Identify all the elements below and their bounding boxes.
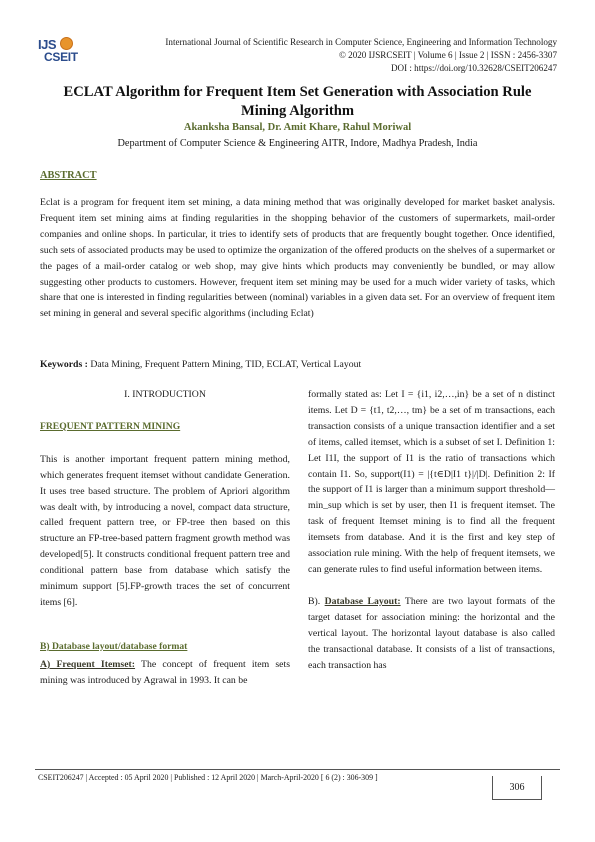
paper-title-line2: Mining Algorithm (240, 103, 355, 119)
keywords-text: Data Mining, Frequent Pattern Mining, TID, ECLAT, Vertical Layout (87, 359, 362, 370)
journal-header (87, 36, 557, 75)
paper-title (30, 83, 565, 121)
doi-line: DOI : https://doi.org/10.32628/CSEIT206247 (390, 63, 557, 73)
page-number: 306 (509, 782, 525, 793)
database-layout-text: There are two layout formats of the target dataset for association mining: the horizontal and the vertical layout. The horizontal layout database is also called the transactional database. It consists of a list of transactions, each transaction has (308, 595, 555, 671)
footer-divider (35, 769, 560, 770)
paragraph-database-layout (308, 594, 555, 674)
database-layout-label: Database Layout: (324, 595, 401, 607)
left-column (40, 387, 290, 689)
page-number-box (492, 776, 542, 800)
paper-title-line1: ECLAT Algorithm for Frequent Item Set Generation with Association Rule (63, 84, 532, 100)
frequent-itemset-text: The concept of frequent item sets mining was introduced by Agrawal in 1993. It can be (40, 658, 291, 686)
logo-text-bottom: CSEIT (44, 50, 78, 64)
right-column (308, 387, 555, 673)
journal-logo (38, 37, 88, 65)
paragraph-frequent-itemset (40, 657, 290, 689)
logo-text-top: IJS (38, 37, 57, 52)
abstract-body: Eclat is a program for frequent item set mining, a data mining method that was originally developed for market basket analysis. Frequent item set mining aims at finding regularities in the shopping behavior of the customers of supermarkets, mail-order companies and online shops. In particular, it tries to identify sets of products that are frequently bought together. Once identified, such sets of associated products may be used to optimize the organization of the offered products on the shelves of a supermarket or the pages of a mail-order catalog or web shop, may give hints which products may conveniently be bundled, or may allow suggesting other products to customers. However, frequent item set mining may be used for a much wider variety of tasks, which share that one is interested in finding regularities between (nominal) variables in a given data set. For an overview of frequent item set mining in general and several specific algorithms (including Eclat) (40, 197, 555, 320)
paragraph-formal-definition: formally stated as: Let I = {i1, i2,…,in} be a set of n distinct items. Let D = {t1, t2,…, tm} be a set of m transactions, each transaction consists of a unique transaction identifier and a set of items, called itemset, which is a subset of set I. Definition 1: Let I1I, the support of I1 is the ratio of transactions which contain I1. So, support(I1) = |{t∈D|I1 t}|/|D|. Definition 2: If the support of I1 is larger than a minimum support threshold—min_sup which is set by user, then I1 is frequent itemset. The task of frequent Itemset mining is to find all the frequent itemsets from database. And it is the first and key step of association rule mining. With the help of frequent itemsets, we can generate rules to find useful information between items. (308, 389, 555, 575)
journal-name: International Journal of Scientific Research in Computer Science, Engineering and Information Technology (165, 37, 557, 47)
database-layout-prefix: B). (308, 595, 325, 607)
logo-swirl-icon (60, 37, 73, 50)
author-affiliation: Department of Computer Science & Engineering AITR, Indore, Madhya Pradesh, India (117, 138, 478, 149)
frequent-itemset-label: A) Frequent Itemset: (40, 658, 136, 670)
paper-authors: Akanksha Bansal, Dr. Amit Khare, Rahul Moriwal (183, 122, 412, 133)
keywords-label: Keywords : (40, 359, 88, 370)
keywords-line (40, 359, 361, 370)
abstract-heading: ABSTRACT (40, 170, 97, 181)
section-heading-introduction: I. INTRODUCTION (124, 389, 206, 400)
copyright-line: © 2020 IJSRCSEIT | Volume 6 | Issue 2 | ISSN : 2456-3307 (338, 50, 557, 60)
subheading-frequent-pattern-mining: FREQUENT PATTERN MINING (40, 420, 181, 432)
subheading-database-layout: B) Database layout/database format (40, 640, 188, 652)
paragraph-fp-mining: This is another important frequent pattern mining method, which generates frequent itemset without candidate Generation. It uses tree based structure. The problem of Apriori algorithm was dealt with, by introducing a novel, compact data structure, called frequent pattern tree, or FP-tree then based on this structure an FP-tree-based pattern fragment growth method was developed[5]. It constructs conditional frequent pattern tree and conditional pattern base from database which satisfy the minimum support [5].FP-growth traces the set of concurrent items [6]. (40, 453, 290, 608)
footer-citation: CSEIT206247 | Accepted : 05 April 2020 | Published : 12 April 2020 | March-April-2020 [ 6 (2) : 306-309 ] (38, 773, 378, 782)
